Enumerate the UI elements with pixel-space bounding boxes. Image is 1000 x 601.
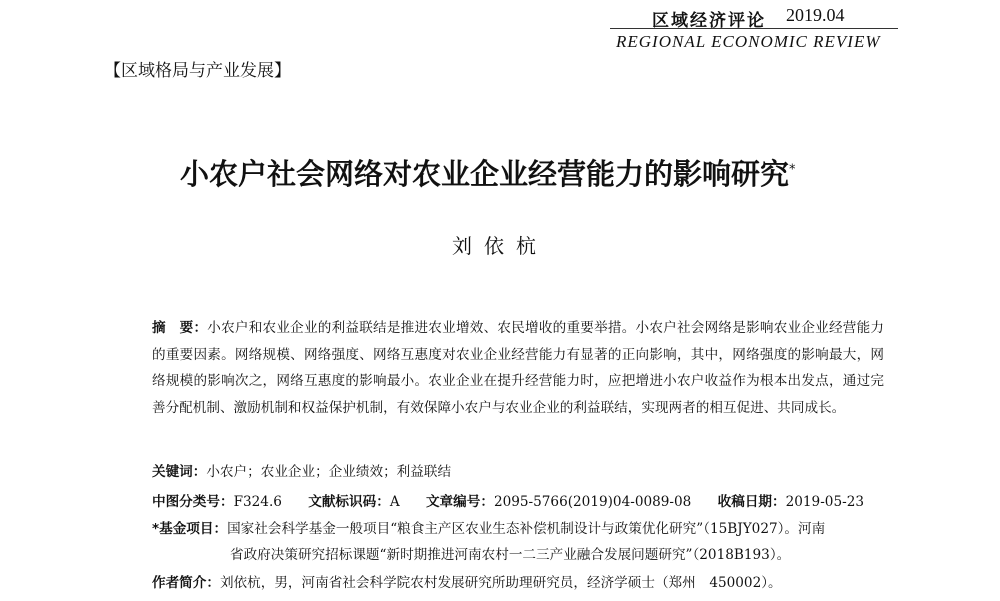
paper-title (180, 152, 796, 193)
clc-value: F324.6 (233, 494, 282, 510)
fund-info (152, 516, 892, 568)
section-tag: 【区域格局与产业发展】 (104, 61, 291, 81)
abstract-text: 小农户和农业企业的利益联结是推进农业增效、农民增收的重要举措。小农户社会网络是影响农业企业经营能力的重要因素。网络规模、网络强度、网络互惠度对农业企业经营能力有显著的正向影响，其中，网络强度的影响最大，网络规模的影响次之，网络互惠度的影响最小。农业企业在提升经营能力时，应把增进小农户收益作为根本出发点，通过完善分配机制、激励机制和权益保护机制，有效保障小农户与农业企业的利益联结，实现两者的相互促进、共同成长。 (152, 320, 884, 416)
title-text: 小农户社会网络对农业企业经营能力的影响研究 (180, 157, 790, 191)
journal-issue: 2019.04 (786, 5, 845, 25)
abstract-label: 摘 要： (152, 320, 208, 336)
keywords-label: 关键词： (152, 464, 207, 480)
keywords (152, 460, 451, 480)
author-bio (152, 571, 782, 591)
header-rule (610, 28, 898, 29)
article-number-value: 2095-5766(2019)04-0089-08 (493, 494, 692, 510)
fund-label: *基金项目： (152, 521, 228, 537)
journal-name-cn: 区域经济评论 (652, 11, 766, 31)
article-number-label: 文章编号： (425, 494, 494, 510)
author-bio-label: 作者简介： (152, 575, 220, 591)
received-date-value: 2019-05-23 (785, 494, 864, 510)
doc-code-label: 文献标识码： (308, 494, 390, 510)
author-name: 刘依杭 (452, 234, 548, 258)
abstract (152, 315, 884, 421)
classification-line (152, 490, 864, 510)
clc-label: 中图分类号： (152, 494, 234, 510)
fund-line-1: 国家社会科学基金一般项目“粮食主产区农业生态补偿机制设计与政策优化研究”（15BJY027）。河南 (227, 521, 826, 537)
doc-code-value: A (389, 494, 400, 510)
author-bio-text: 刘依杭，男，河南省社会科学院农村发展研究所助理研究员，经济学硕士（郑州 450002）。 (219, 575, 782, 591)
keywords-text: 小农户；农业企业；企业绩效；利益联结 (206, 464, 452, 480)
journal-name-en: REGIONAL ECONOMIC REVIEW (616, 32, 881, 51)
received-date-label: 收稿日期： (717, 494, 786, 510)
fund-line-2: 省政府决策研究招标课题“新时期推进河南农村一二三产业融合发展问题研究”（2018B193）。 (230, 547, 791, 563)
title-footnote-mark: * (789, 162, 796, 178)
